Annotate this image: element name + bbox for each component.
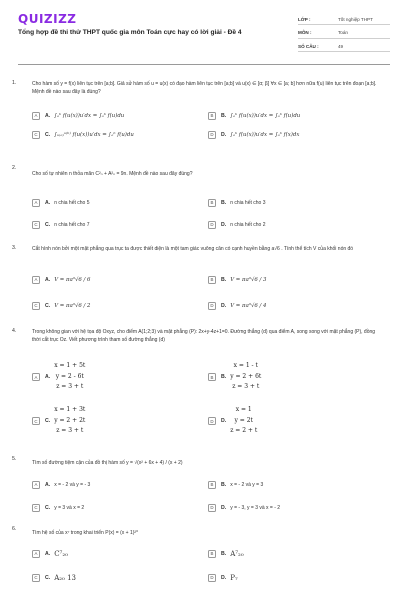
- option-box: D: [208, 574, 216, 582]
- option-key: D.: [221, 131, 227, 138]
- meta-value: Toán: [338, 30, 348, 35]
- option-d[interactable]: [208, 405, 257, 437]
- meta-label: MÔN :: [298, 30, 312, 35]
- option-text: ∫ₐᵇ f(u(x))u′dx = ∫ₐᵇ f(u)du: [230, 112, 301, 119]
- document-title: Tổng hợp đề thi thử THPT quốc gia môn Toán cực hay có lời giải - Đề 4: [18, 29, 242, 36]
- option-box: B: [208, 550, 216, 558]
- equation-system: [230, 405, 257, 437]
- option-d[interactable]: [208, 127, 299, 142]
- option-text: n chia hết cho 2: [230, 221, 266, 228]
- option-text: n chia hết cho 5: [54, 199, 90, 206]
- option-text: x = - 2 và y = - 3: [54, 481, 91, 488]
- option-box: D: [208, 417, 216, 425]
- option-d[interactable]: [208, 500, 280, 515]
- option-key: A.: [45, 550, 51, 557]
- option-key: C.: [45, 131, 51, 138]
- option-box: A: [32, 276, 40, 284]
- equation-line: y = 2t: [234, 416, 253, 424]
- option-b[interactable]: [208, 272, 266, 287]
- question-number: 6.: [12, 526, 17, 532]
- option-b[interactable]: [208, 195, 266, 210]
- option-c[interactable]: [32, 217, 90, 232]
- option-c[interactable]: [32, 405, 85, 437]
- question-number: 5.: [12, 456, 17, 462]
- equation-line: y = 2 + 6t: [230, 372, 262, 380]
- meta-row-subject: [298, 28, 390, 39]
- option-box: A: [32, 199, 40, 207]
- option-text: A⁷₂₀: [230, 549, 244, 558]
- option-box: C: [32, 221, 40, 229]
- question-number: 3.: [12, 245, 17, 251]
- option-box: C: [32, 417, 40, 425]
- option-text: A₂₀ 13: [54, 573, 76, 582]
- equation-line: x = 1: [235, 406, 252, 414]
- equation-line: z = 3 + t: [56, 383, 84, 391]
- option-box: B: [208, 199, 216, 207]
- meta-row-count: [298, 41, 390, 52]
- option-box: D: [208, 221, 216, 229]
- equation-line: y = 2 + 2t: [54, 416, 86, 424]
- option-d[interactable]: [208, 570, 238, 585]
- meta-label: SỐ CÂU :: [298, 43, 319, 49]
- option-key: B.: [221, 374, 227, 380]
- option-text: V = πa³√6 / 4: [230, 302, 267, 309]
- option-box: B: [208, 481, 216, 489]
- option-d[interactable]: [208, 217, 266, 232]
- equation-line: z = 2 + t: [230, 427, 258, 435]
- option-key: C.: [45, 574, 51, 581]
- option-d[interactable]: [208, 298, 266, 313]
- option-text: y = - 3, y = 3 và x = - 2: [230, 504, 281, 511]
- equation-line: y = 2 - 6t: [55, 372, 84, 380]
- option-key: C.: [45, 221, 51, 228]
- option-key: D.: [221, 418, 227, 424]
- equation-system: [54, 361, 85, 393]
- option-key: C.: [45, 504, 51, 511]
- question-number: 2.: [12, 165, 17, 171]
- option-text: n chia hết cho 7: [54, 221, 90, 228]
- question-text: Tìm hệ số của x⁷ trong khai triển P(x) = (x + 1)²⁰: [32, 530, 139, 536]
- option-a[interactable]: [32, 546, 68, 561]
- question-number: 4.: [12, 328, 17, 334]
- option-key: B.: [221, 550, 227, 557]
- option-box: D: [208, 131, 216, 139]
- option-key: D.: [221, 504, 227, 511]
- quizizz-logo: QUIZIZZ: [18, 12, 77, 26]
- option-text: ∫ₐᵇ f(u(x))u′dx = ∫ₐᵇ f(u)du: [54, 112, 125, 119]
- option-text: C⁷₂₀: [54, 549, 68, 558]
- option-key: D.: [221, 574, 227, 581]
- question-text: Trong không gian với hệ tọa độ Oxyz, cho điểm A(1;2;3) và mặt phẳng (P): 2x+y-4z+1=0. Đường thẳng (d) qua điểm A, song song với mặt phẳng (P), đồng thời cắt trục Oz. Viết phương trình tham số đường thẳng (d): [32, 329, 376, 343]
- option-key: B.: [221, 199, 227, 206]
- option-box: A: [32, 373, 40, 381]
- option-box: C: [32, 131, 40, 139]
- question-text: Cho hàm số y = f(x) liên tục trên [a;b]. Giả sử hàm số u = u(x) có đạo hàm liên tục trên [a;b] và u(x) ∈ [α; β] ∀x ∈ [a; b] hơn nữa f(u) liên tục trên đoạn [a;b]. Mệnh đề nào sau đây là đúng?: [32, 81, 377, 95]
- equation-line: z = 3 + t: [232, 383, 260, 391]
- option-key: A.: [45, 276, 51, 283]
- option-key: A.: [45, 199, 51, 206]
- equation-line: z = 3 + t: [56, 427, 84, 435]
- option-text: V = πa³√6 / 6: [54, 276, 91, 283]
- meta-row-grade: [298, 14, 390, 25]
- option-text: y = 3 và x = 2: [54, 504, 85, 511]
- option-a[interactable]: [32, 108, 124, 123]
- option-box: A: [32, 112, 40, 120]
- question-text: Tìm số đường tiệm cận của đồ thị hàm số y = √(x² + 6x + 4) / (x + 2): [32, 460, 183, 466]
- option-c[interactable]: [32, 500, 84, 515]
- option-key: B.: [221, 112, 227, 119]
- option-key: A.: [45, 112, 51, 119]
- equation-line: x = 1 - t: [233, 362, 258, 370]
- option-key: B.: [221, 276, 227, 283]
- option-box: B: [208, 276, 216, 284]
- option-text: V = πa³√6 / 3: [230, 276, 267, 283]
- option-text: n chia hết cho 3: [230, 199, 266, 206]
- document-header: [0, 0, 400, 62]
- meta-table: [298, 14, 390, 55]
- option-box: A: [32, 550, 40, 558]
- option-c[interactable]: [32, 298, 90, 313]
- option-b[interactable]: [208, 477, 263, 492]
- option-text: x = - 2 và y = 3: [230, 481, 264, 488]
- question-text: Cho số tự nhiên n thỏa mãn C²ₙ + A²ₙ = 9n. Mệnh đề nào sau đây đúng?: [32, 171, 193, 177]
- option-box: B: [208, 373, 216, 381]
- option-box: C: [32, 574, 40, 582]
- option-box: A: [32, 481, 40, 489]
- option-key: D.: [221, 221, 227, 228]
- option-b[interactable]: [208, 108, 300, 123]
- equation-system: [230, 361, 261, 393]
- option-a[interactable]: [32, 477, 90, 492]
- option-b[interactable]: [208, 546, 244, 561]
- option-key: C.: [45, 418, 51, 424]
- equation-line: x = 1 + 3t: [54, 406, 86, 414]
- option-box: B: [208, 112, 216, 120]
- equation-line: x = 1 + 5t: [54, 362, 86, 370]
- question-text: Cắt hình nón bởi một mặt phẳng qua trục ta được thiết diện là một tam giác vuông cân có cạnh huyền bằng a√6 . Tính thể tích V của khối nón đó: [32, 246, 354, 252]
- question-number: 1.: [12, 80, 17, 86]
- option-b[interactable]: [208, 361, 261, 393]
- option-text: P₇: [230, 573, 238, 582]
- option-c[interactable]: [32, 570, 76, 585]
- option-text: ∫ᵤ₍ₐ₎ᵘ⁽ᵇ⁾ f(u(x))u′dx = ∫ₐᵇ f(u)du: [54, 131, 134, 138]
- option-a[interactable]: [32, 272, 90, 287]
- option-text: V = πa³√6 / 2: [54, 302, 91, 309]
- meta-label: LỚP :: [298, 16, 311, 22]
- option-box: C: [32, 302, 40, 310]
- option-key: A.: [45, 481, 51, 488]
- option-box: D: [208, 504, 216, 512]
- option-box: C: [32, 504, 40, 512]
- option-key: C.: [45, 302, 51, 309]
- equation-system: [54, 405, 85, 437]
- option-a[interactable]: [32, 361, 85, 393]
- header-divider: [18, 64, 390, 65]
- option-key: D.: [221, 302, 227, 309]
- option-text: ∫ₐᵇ f(u(x))u′dx = ∫ₐᵇ f(x)dx: [230, 131, 300, 138]
- option-a[interactable]: [32, 195, 90, 210]
- meta-value: Tốt nghiệp THPT: [338, 16, 373, 22]
- meta-value: 49: [338, 43, 344, 49]
- option-box: D: [208, 302, 216, 310]
- option-c[interactable]: [32, 127, 134, 142]
- option-key: B.: [221, 481, 227, 488]
- option-key: A.: [45, 374, 51, 380]
